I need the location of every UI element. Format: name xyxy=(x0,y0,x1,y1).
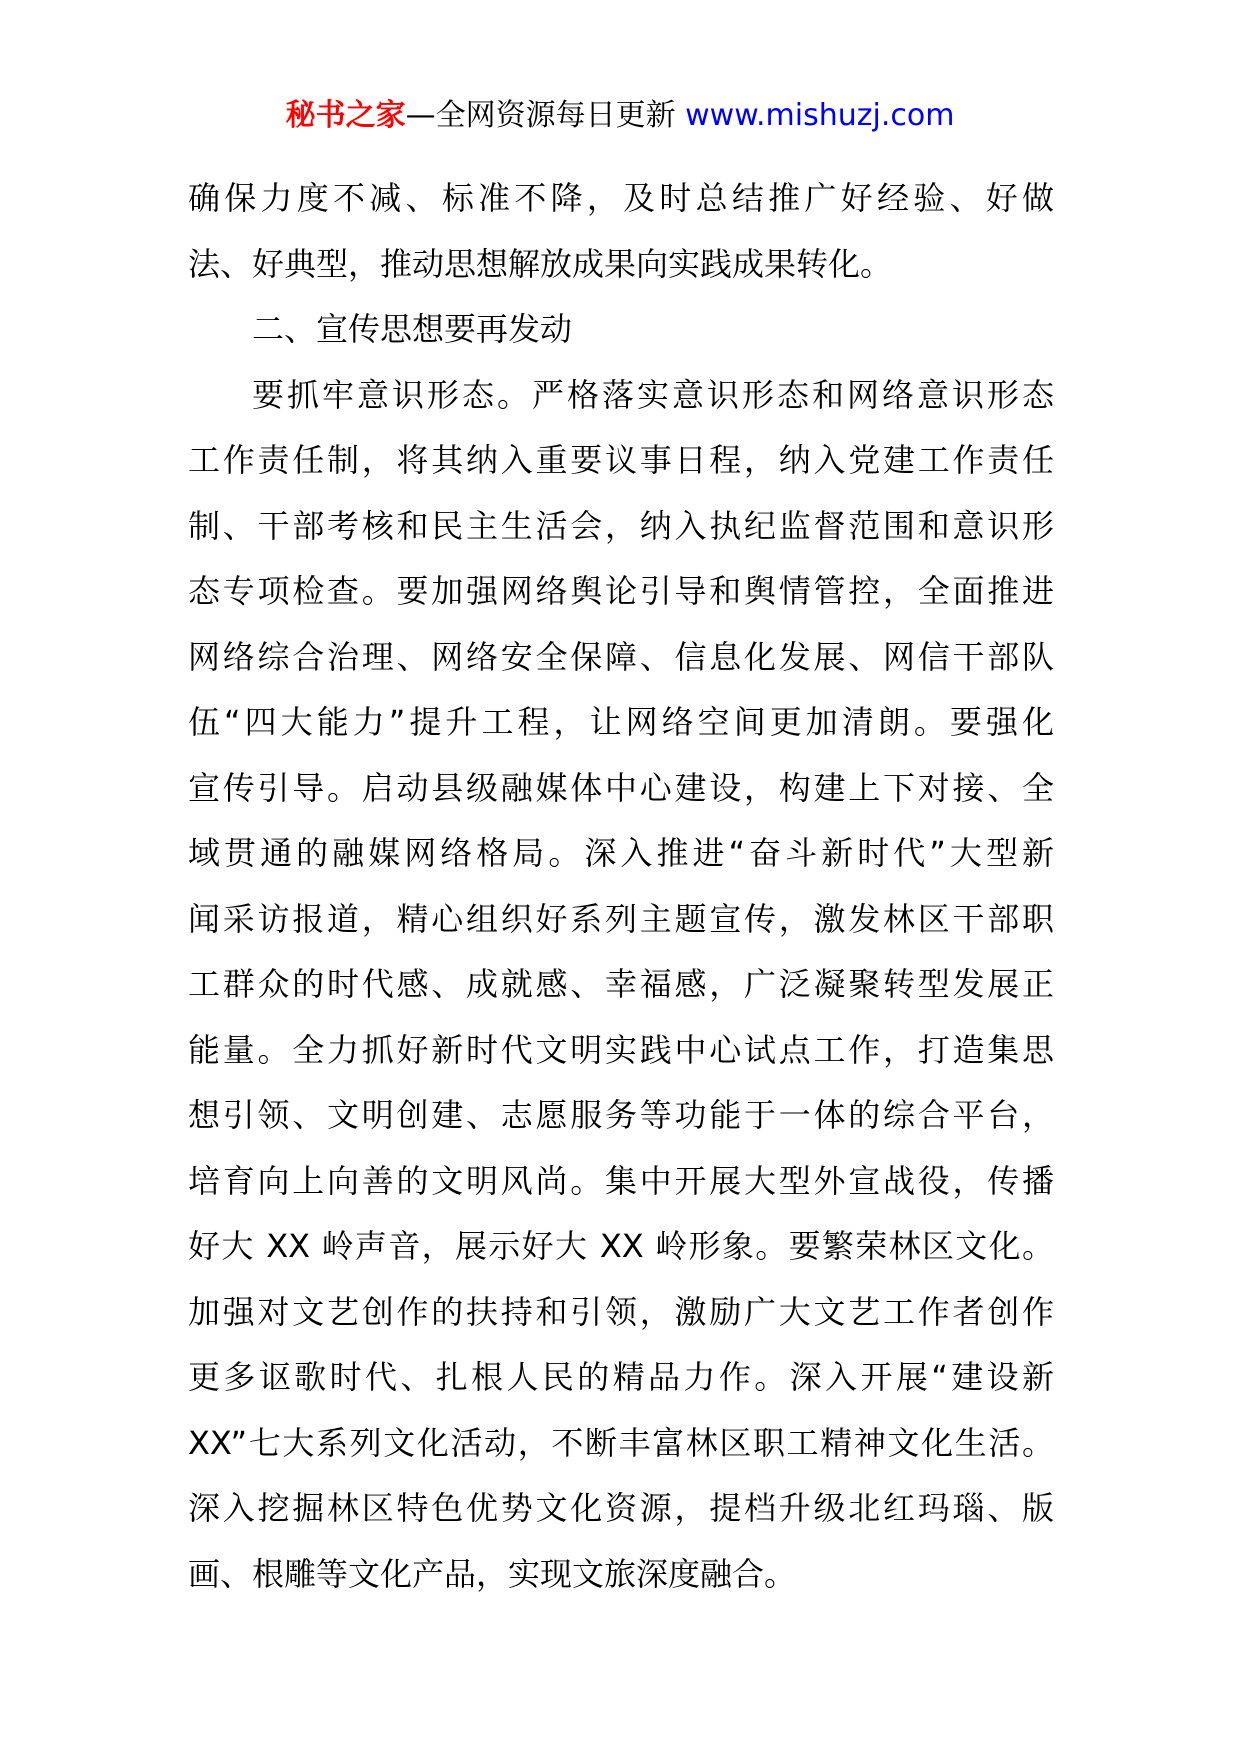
text-line: 法、好典型，推动思想解放成果向实践成果转化。 xyxy=(188,244,893,283)
text-line: 网络综合治理、网络安全保障、信息化发展、网信干部队 xyxy=(188,637,1054,676)
page-header xyxy=(0,96,1240,136)
text-line: XX”七大系列文化活动，不断丰富林区职工精神文化生活。 xyxy=(188,1423,1054,1462)
text-line: 好大 XX 岭声音，展示好大 XX 岭形象。要繁荣林区文化。 xyxy=(188,1227,1054,1265)
text-line: 域贯通的融媒网络格局。深入推进“奋斗新时代”大型新 xyxy=(188,834,1054,872)
text-line: 培育向上向善的文明风尚。集中开展大型外宣战役，传播 xyxy=(188,1161,1054,1200)
text-line: 能量。全力抓好新时代文明实践中心试点工作，打造集思 xyxy=(188,1030,1054,1069)
header-tagline: —全网资源每日更新 xyxy=(405,98,686,133)
document-body xyxy=(188,166,1054,1607)
text-line: 深入挖掘林区特色优势文化资源，提档升级北红玛瑙、版 xyxy=(188,1489,1054,1527)
section-heading: 二、宣传思想要再发动 xyxy=(252,310,573,348)
website-link[interactable]: www.mishuzj.com xyxy=(685,98,955,133)
text-line: 闻采访报道，精心组织好系列主题宣传，激发林区干部职 xyxy=(188,899,1054,938)
text-line: 工群众的时代感、成就感、幸福感，广泛凝聚转型发展正 xyxy=(188,965,1054,1003)
text-line: 要抓牢意识形态。严格落实意识形态和网络意识形态 xyxy=(252,375,1054,414)
text-line: 更多讴歌时代、扎根人民的精品力作。深入开展“建设新 xyxy=(188,1358,1054,1396)
text-line: 画、根雕等文化产品，实现文旅深度融合。 xyxy=(188,1554,797,1593)
text-line: 制、干部考核和民主生活会，纳入执纪监督范围和意识形 xyxy=(188,506,1054,545)
text-line: 加强对文艺创作的扶持和引领，激励广大文艺工作者创作 xyxy=(188,1292,1054,1331)
brand-name: 秘书之家 xyxy=(285,98,406,133)
text-line: 伍“四大能力”提升工程，让网络空间更加清朗。要强化 xyxy=(188,703,1054,741)
text-line: 态专项检查。要加强网络舆论引导和舆情管控，全面推进 xyxy=(188,572,1054,610)
text-line: 工作责任制，将其纳入重要议事日程，纳入党建工作责任 xyxy=(188,441,1054,479)
text-line: 宣传引导。启动县级融媒体中心建设，构建上下对接、全 xyxy=(188,768,1054,807)
text-line: 想引领、文明创建、志愿服务等功能于一体的综合平台， xyxy=(188,1096,1054,1134)
text-line: 确保力度不减、标准不降，及时总结推广好经验、好做 xyxy=(188,179,1054,217)
